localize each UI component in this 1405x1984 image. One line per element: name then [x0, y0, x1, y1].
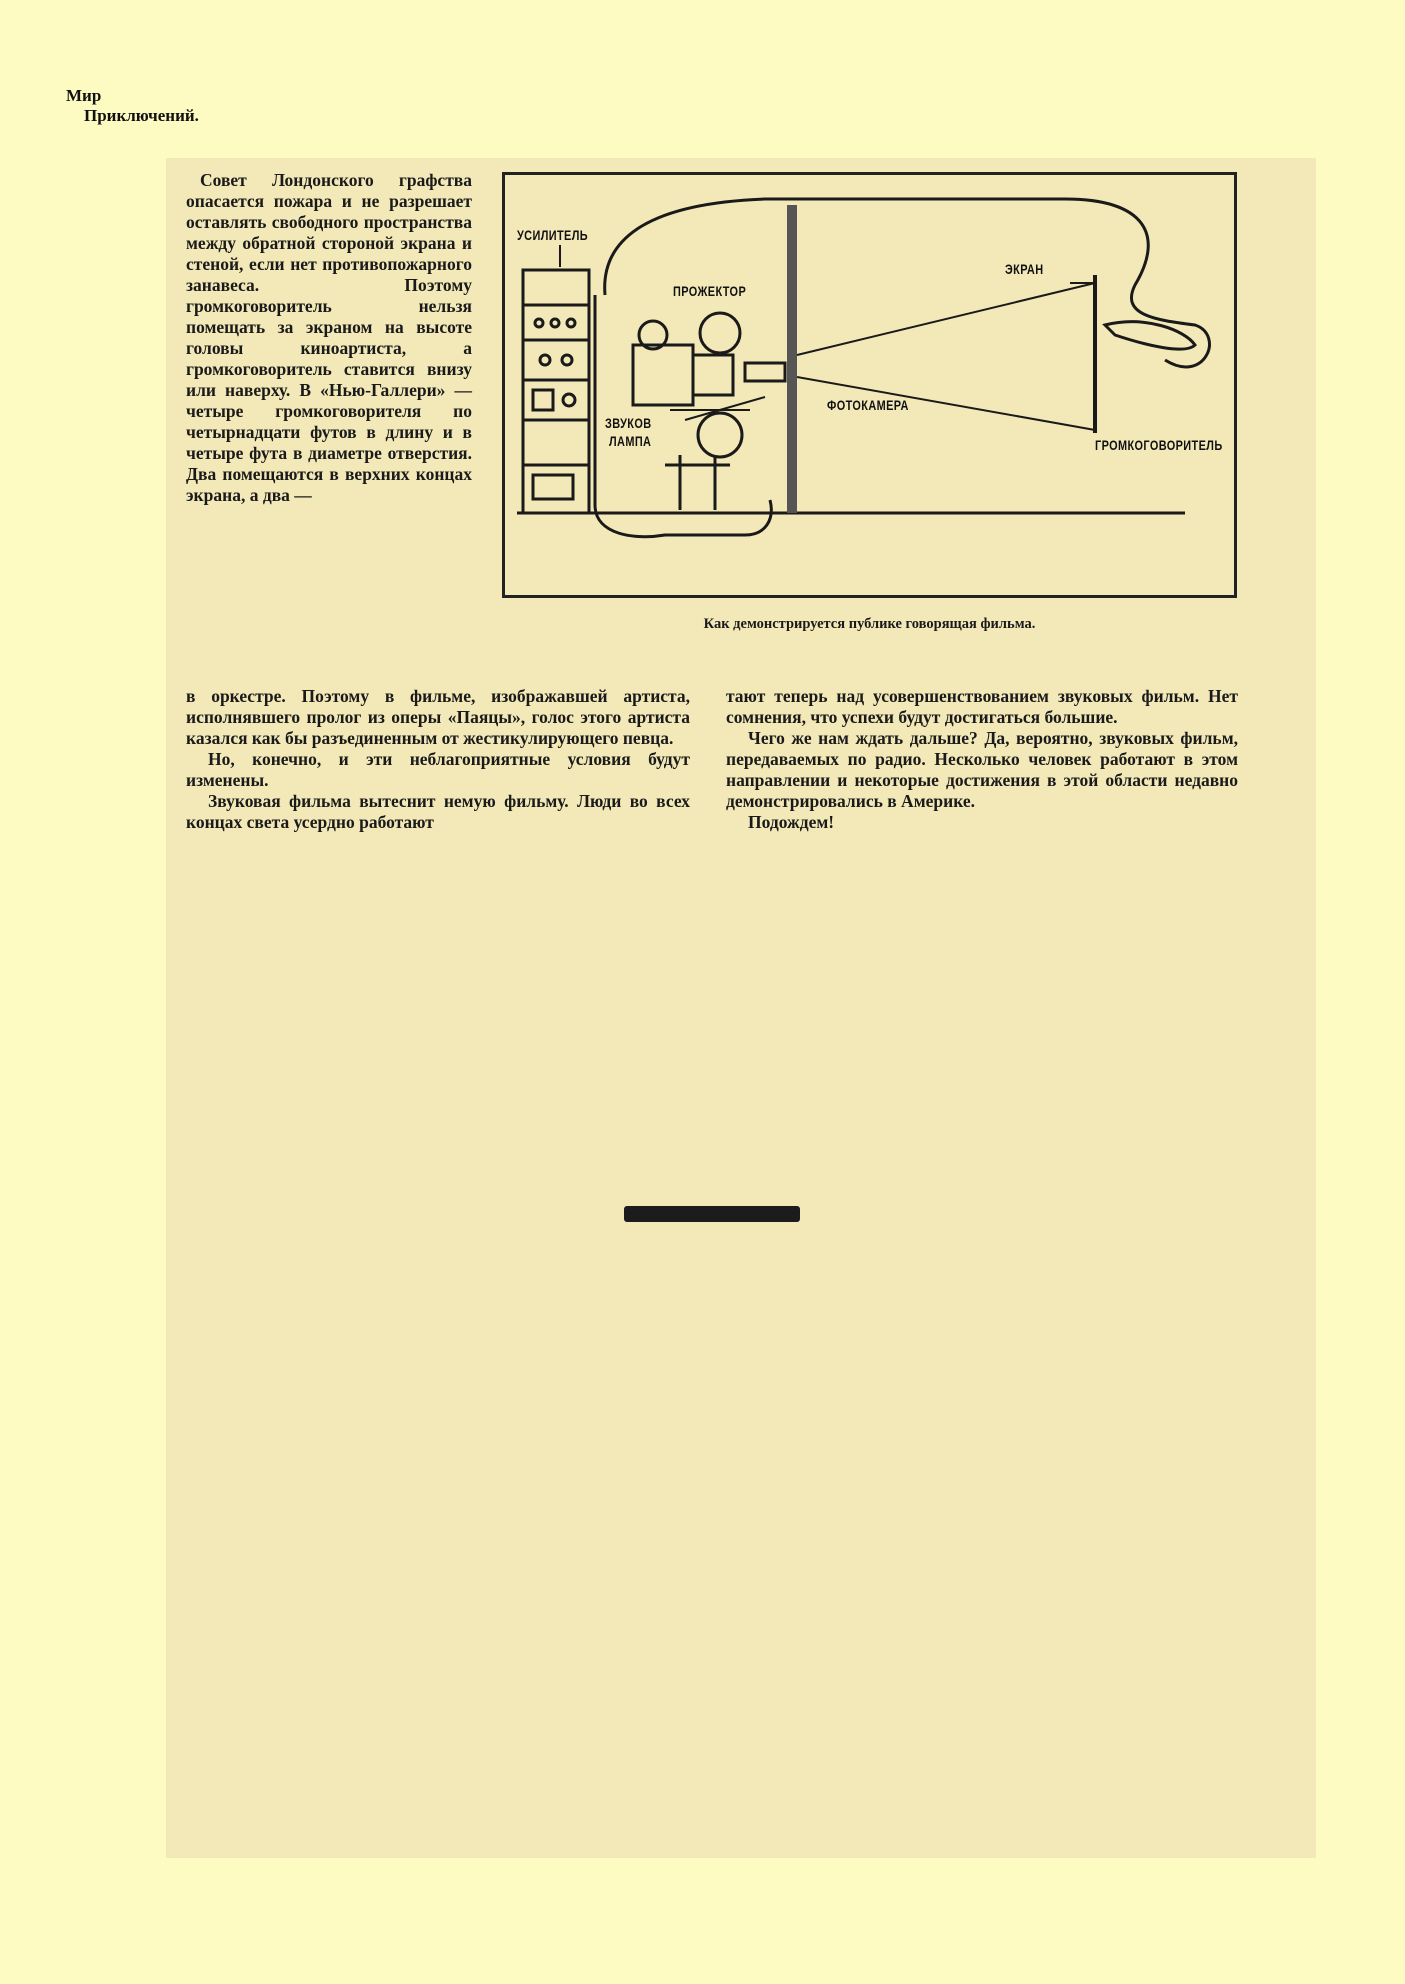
- beam-top: [797, 283, 1095, 355]
- label-sound-lamp-2: ЛАМПА: [609, 433, 652, 449]
- diagram-drawing: [505, 175, 1234, 595]
- header-line-1: Мир: [66, 86, 102, 105]
- intro-paragraph: [186, 170, 472, 506]
- label-amplifier: УСИЛИТЕЛЬ: [517, 227, 589, 243]
- lower-reel: [698, 413, 742, 457]
- right-column: [726, 686, 1238, 833]
- loudspeaker-horn: [1105, 322, 1195, 349]
- figure-caption: Как демонстрируется публике говорящая фильма.: [703, 616, 1036, 632]
- left-paragraph-1: в оркестре. Поэтому в фильме, изображавшей артиста, исполнявшего пролог из оперы «Паяцы», голос этого артиста казался как бы разъединенным от жестикулирующего певца.: [186, 686, 690, 748]
- left-column: [186, 686, 690, 833]
- right-paragraph-2: Чего же нам ждать дальше? Да, вероятно, звуковых фильм, передаваемых по радио. Несколько человек работают в этом направлении и некоторые достижения в этой области недавно демонстрировались в Америке.: [726, 728, 1238, 811]
- label-sound-lamp-1: ЗВУКОВ: [605, 415, 652, 431]
- end-rule: [624, 1206, 800, 1222]
- header-line-2: Приключений.: [84, 106, 199, 125]
- label-loudspeaker: ГРОМКОГОВОРИТЕЛЬ: [1095, 437, 1223, 453]
- label-photocell: ФОТОКАМЕРА: [827, 397, 909, 413]
- projector-reel: [700, 313, 740, 353]
- label-screen: ЭКРАН: [1005, 261, 1044, 277]
- right-paragraph-1: тают теперь над усовершенствованием звуковых фильм. Нет сомнения, что успехи будут достигаться большие.: [726, 686, 1238, 727]
- sound-film-diagram: [502, 172, 1237, 598]
- projector-body: [633, 345, 693, 405]
- right-paragraph-3: Подождем!: [748, 812, 835, 832]
- intro-text: Совет Лондонского графства опасается пожара и не разрешает оставлять свободного пространства между обратной стороной экрана и стеной, если нет противопожарного занавеса. Поэтому громкоговоритель нельзя помещать за экраном на высоте головы киноартиста, а громкоговоритель ставится внизу или наверху. В «Нью-Галлери» — четыре громкоговорителя по четырнадцати футов в длину и в четыре фута в диаметре отверстия. Два помещаются в верхних концах экрана, а два —: [186, 170, 472, 505]
- label-projector: ПРОЖЕКТОР: [673, 283, 747, 299]
- magazine-header: [66, 86, 199, 126]
- left-paragraph-3: Звуковая фильма вытеснит немую фильму. Люди во всех концах света усердно работают: [186, 791, 690, 832]
- wall: [787, 205, 797, 513]
- left-paragraph-2: Но, конечно, и эти неблагоприятные условия будут изменены.: [186, 749, 690, 790]
